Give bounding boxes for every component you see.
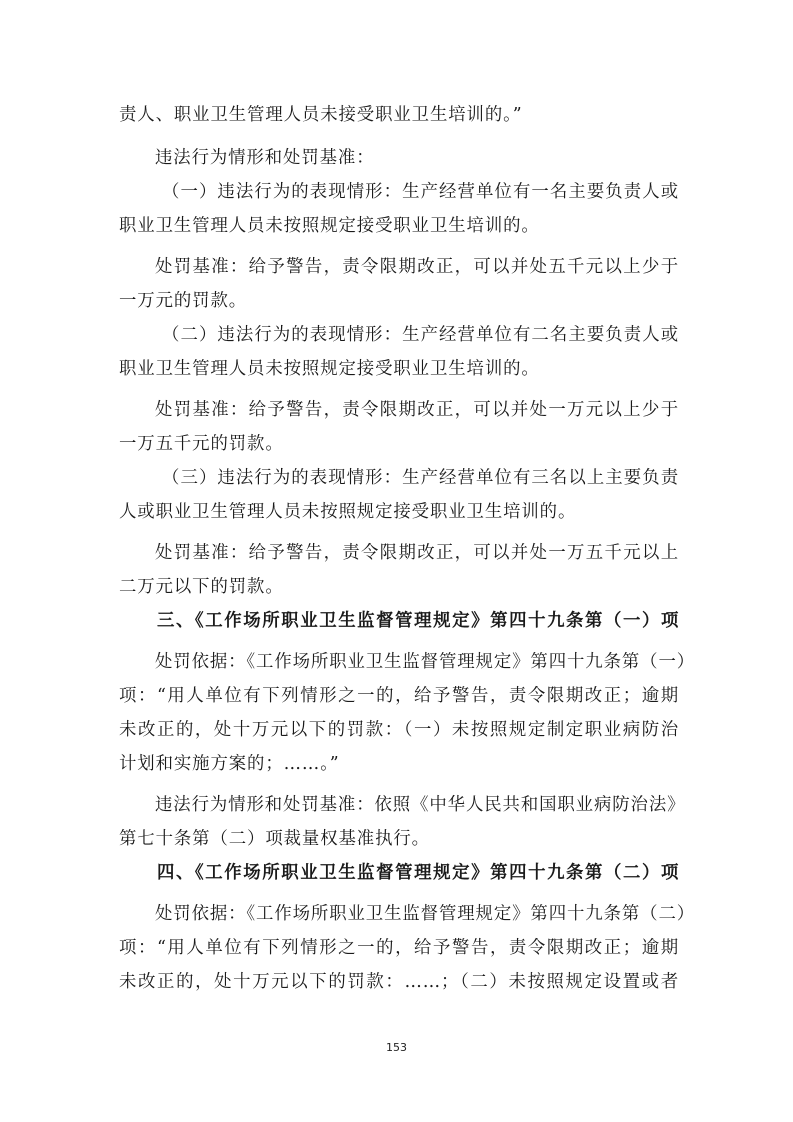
text-line: （二）违法行为的表现情形：生产经营单位有二名主要负责人或 bbox=[162, 325, 679, 345]
text-line: 第七十条第（二）项裁量权基准执行。 bbox=[119, 829, 430, 849]
text-line: 处罚依据：《工作场所职业卫生监督管理规定》第四十九条第（二） bbox=[155, 904, 696, 924]
text-line: 职业卫生管理人员未按照规定接受职业卫生培训的。 bbox=[119, 359, 540, 379]
text-line: 违法行为情形和处罚基准：依照《中华人民共和国职业病防治法》 bbox=[155, 795, 686, 815]
text-line: 项：“用人单位有下列情形之一的，给予警告，责令限期改正；逾期 bbox=[119, 938, 679, 958]
text-line: 处罚基准：给予警告，责令限期改正，可以并处一万元以上少于 bbox=[155, 400, 679, 420]
section-heading: 四、《工作场所职业卫生监督管理规定》第四十九条第（二）项 bbox=[157, 863, 679, 883]
text-line: 处罚基准：给予警告，责令限期改正，可以并处五千元以上少于 bbox=[155, 257, 679, 277]
text-line: （一）违法行为的表现情形：生产经营单位有一名主要负责人或 bbox=[162, 182, 679, 202]
text-line: 一万元的罚款。 bbox=[119, 291, 248, 311]
text-line: 未改正的，处十万元以下的罚款：……；（二）未按照规定设置或者 bbox=[119, 972, 679, 992]
page-number: 153 bbox=[386, 1041, 407, 1054]
text-line: 未改正的，处十万元以下的罚款：（一）未按照规定制定职业病防治 bbox=[119, 720, 679, 740]
text-line: 计划和实施方案的；……。” bbox=[119, 754, 340, 774]
text-line: 责人、职业卫生管理人员未接受职业卫生培训的。” bbox=[119, 105, 523, 125]
text-line: 违法行为情形和处罚基准： bbox=[155, 148, 375, 168]
text-line: 职业卫生管理人员未按照规定接受职业卫生培训的。 bbox=[119, 216, 540, 236]
text-line: 一万五千元的罚款。 bbox=[119, 434, 284, 454]
text-line: 处罚基准：给予警告，责令限期改正，可以并处一万五千元以上 bbox=[155, 543, 679, 563]
text-line: （三）违法行为的表现情形：生产经营单位有三名以上主要负责 bbox=[162, 468, 679, 488]
section-heading: 三、《工作场所职业卫生监督管理规定》第四十九条第（一）项 bbox=[157, 611, 679, 631]
text-line: 人或职业卫生管理人员未按照规定接受职业卫生培训的。 bbox=[119, 502, 577, 522]
text-line: 项：“用人单位有下列情形之一的，给予警告，责令限期改正；逾期 bbox=[119, 686, 679, 706]
text-line: 二万元以下的罚款。 bbox=[119, 577, 284, 597]
text-line: 处罚依据：《工作场所职业卫生监督管理规定》第四十九条第（一） bbox=[155, 652, 696, 672]
